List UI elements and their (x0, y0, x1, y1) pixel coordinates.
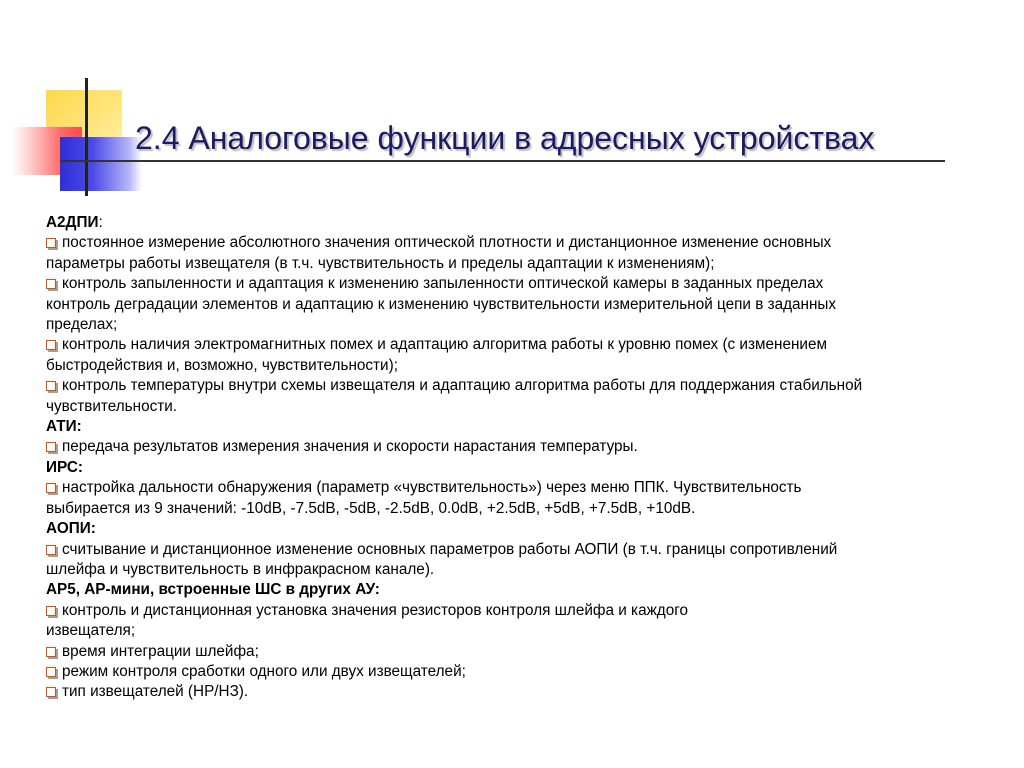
hollow-square-bullet-icon (46, 606, 56, 616)
bullet-text: контроль наличия электромагнитных помех и адаптацию алгоритма работы к уровню помех (с изменением (62, 336, 827, 354)
bullet-text: пределах; (46, 316, 118, 334)
bullet-text: контроль и дистанционная установка значения резисторов контроля шлейфа и каждого (62, 601, 688, 619)
hollow-square-bullet-icon (46, 381, 56, 391)
section-heading (46, 213, 976, 233)
bullet-item (46, 642, 976, 662)
decoration-blue-square (60, 137, 142, 191)
slide-body (46, 213, 976, 703)
bullet-item-continuation (46, 254, 976, 274)
hollow-square-bullet-icon (46, 340, 56, 350)
slide-title: 2.4 Аналоговые функции в адресных устройствах (135, 120, 875, 156)
section-heading-text: АТИ: (46, 418, 82, 436)
bullet-item (46, 437, 976, 457)
bullet-text: извещателя; (46, 622, 136, 640)
bullet-item-continuation (46, 621, 976, 641)
section-heading (46, 519, 976, 539)
bullet-text: контроль запыленности и адаптация к изменению запыленности оптической камеры в заданных пределах (62, 275, 824, 293)
title-underline (60, 160, 945, 162)
bullet-item-continuation (46, 397, 976, 417)
bullet-text: время интеграции шлейфа; (62, 642, 259, 660)
bullet-text: тип извещателей (НР/НЗ). (62, 683, 249, 701)
bullet-text: параметры работы извещателя (в т.ч. чувствительность и пределы адаптации к изменениям); (46, 254, 715, 272)
hollow-square-bullet-icon (46, 483, 56, 493)
bullet-text: контроль деградации элементов и адаптацию к изменению чувствительности измерительной цепи в заданных (46, 295, 837, 313)
hollow-square-bullet-icon (46, 279, 56, 289)
bullet-item (46, 662, 976, 682)
bullet-text: считывание и дистанционное изменение основных параметров работы АОПИ (в т.ч. границы сопротивлений (62, 540, 838, 558)
section-heading-text: АОПИ: (46, 520, 96, 538)
bullet-text: настройка дальности обнаружения (параметр «чувствительность») через меню ППК. Чувствительность (62, 479, 802, 497)
bullet-item-continuation (46, 295, 976, 315)
section-heading-suffix: : (98, 214, 103, 231)
hollow-square-bullet-icon (46, 647, 56, 657)
bullet-item-continuation (46, 560, 976, 580)
bullet-item (46, 478, 976, 498)
slide-decoration-logo (0, 0, 160, 200)
bullet-text: передача результатов измерения значения и скорости нарастания температуры. (62, 438, 638, 456)
hollow-square-bullet-icon (46, 442, 56, 452)
section-heading-text: АР5, АР-мини, встроенные ШС в других АУ: (46, 581, 380, 599)
hollow-square-bullet-icon (46, 238, 56, 248)
bullet-text: быстродействия и, возможно, чувствительности); (46, 356, 398, 374)
bullet-text: контроль температуры внутри схемы извещателя и адаптацию алгоритма работы для поддержания стабильной (62, 377, 863, 395)
section-heading (46, 580, 976, 600)
hollow-square-bullet-icon (46, 667, 56, 677)
bullet-item (46, 233, 976, 253)
bullet-text: выбирается из 9 значений: -10dB, -7.5dB, -5dB, -2.5dB, 0.0dB, +2.5dB, +5dB, +7.5dB, +10dB. (46, 499, 696, 517)
section-heading (46, 458, 976, 478)
bullet-item-continuation (46, 315, 976, 335)
bullet-item (46, 274, 976, 294)
bullet-text: постоянное измерение абсолютного значения оптической плотности и дистанционное изменение основных (62, 234, 832, 252)
bullet-item (46, 682, 976, 702)
hollow-square-bullet-icon (46, 687, 56, 697)
section-heading-text: ИРС: (46, 458, 83, 476)
bullet-item (46, 335, 976, 355)
bullet-item (46, 540, 976, 560)
hollow-square-bullet-icon (46, 545, 56, 555)
bullet-text: чувствительности. (46, 397, 178, 415)
decoration-vertical-line (85, 78, 88, 196)
section-heading (46, 417, 976, 437)
section-heading-text: А2ДПИ (46, 214, 99, 231)
bullet-text: режим контроля сработки одного или двух извещателей; (62, 662, 466, 680)
bullet-item-continuation (46, 356, 976, 376)
bullet-item-continuation (46, 499, 976, 519)
bullet-item (46, 601, 976, 621)
bullet-text: шлейфа и чувствительность в инфракрасном канале). (46, 560, 435, 578)
bullet-item (46, 376, 976, 396)
